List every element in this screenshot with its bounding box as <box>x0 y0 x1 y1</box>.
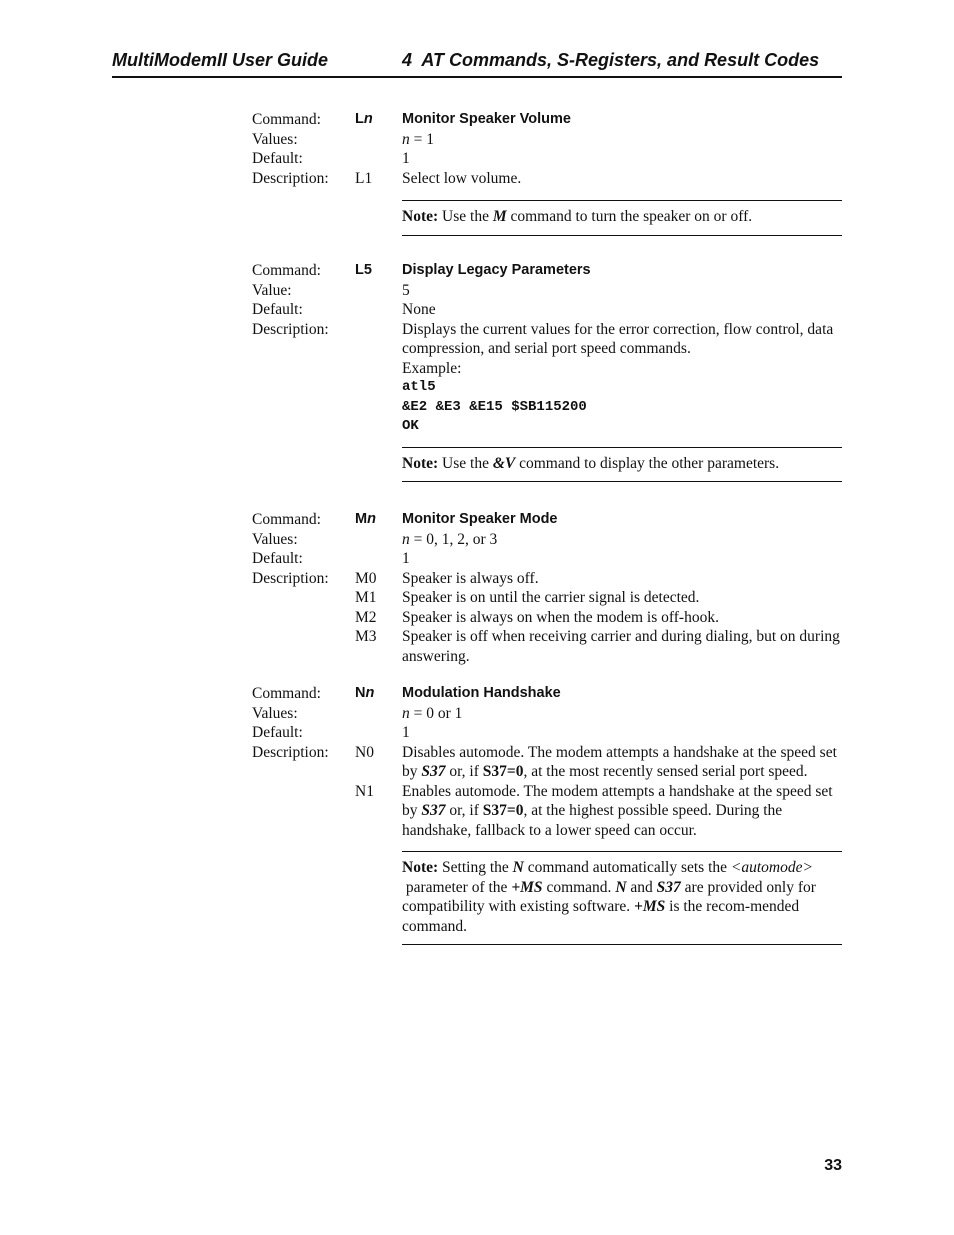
option-code: M0 <box>355 569 377 587</box>
default-value: 1 <box>402 724 410 741</box>
description-label: Description: <box>252 169 329 187</box>
default-label: Default: <box>252 724 303 741</box>
command-label: Command: <box>252 685 321 702</box>
note-box: Note: Use the &V command to display the other parameters. <box>402 447 842 483</box>
values-label: Values: <box>252 704 298 722</box>
command-label: Command: <box>252 262 321 279</box>
description-label: Description: <box>252 743 329 761</box>
option-code: M1 <box>355 589 377 606</box>
command-title: Monitor Speaker Mode <box>402 511 558 527</box>
description-label: Description: <box>252 569 329 587</box>
command-label: Command: <box>252 111 321 128</box>
default-value: 1 <box>402 150 410 167</box>
default-label: Default: <box>252 301 303 318</box>
default-label: Default: <box>252 150 303 167</box>
option-text: Speaker is on until the carrier signal is detected. <box>402 589 700 606</box>
command-l5 <box>252 261 842 482</box>
note-box: Note: Use the M command to turn the speaker on or off. <box>402 200 842 236</box>
option-text: Select low volume. <box>402 169 522 187</box>
option-code: M3 <box>355 628 377 645</box>
command-code: Ln <box>355 111 373 127</box>
option-code: M2 <box>355 608 377 626</box>
option-text: Speaker is always off. <box>402 569 539 587</box>
example-line: atl5 <box>402 379 436 395</box>
default-value: 1 <box>402 550 410 567</box>
command-code: Mn <box>355 511 376 527</box>
option-text: Enables automode. The modem attempts a handshake at the speed set by S37 or, if S37=0, at the highest possible speed. During the handshake, fallback to a lower speed can occur. <box>402 782 833 839</box>
values-label: Values: <box>252 130 298 148</box>
command-code: Nn <box>355 685 375 701</box>
example-line: &E2 &E3 &E15 $SB115200 <box>402 398 587 415</box>
option-text: Speaker is off when receiving carrier and during dialing, but on during answering. <box>402 628 840 665</box>
default-label: Default: <box>252 550 303 567</box>
command-ln <box>252 110 842 236</box>
option-text: Speaker is always on when the modem is off-hook. <box>402 608 719 626</box>
default-value: None <box>402 301 436 318</box>
command-label: Command: <box>252 511 321 528</box>
description-text: Displays the current values for the error correction, flow control, data compression, and serial port speed commands. Example: atl5 &E2 &E3 &E15 $SB115200 OK <box>402 320 842 437</box>
value-label: Value: <box>252 281 292 299</box>
page-number: 33 <box>824 1157 842 1174</box>
command-title: Modulation Handshake <box>402 685 561 701</box>
example-label: Example: <box>402 359 462 377</box>
values-text: n = 1 <box>402 130 434 148</box>
option-code: N0 <box>355 743 374 761</box>
guide-title: MultiModemII User Guide <box>112 50 329 70</box>
option-text: Disables automode. The modem attempts a handshake at the speed set by S37 or, if S37=0, at the most recently sensed serial port speed. <box>402 743 837 780</box>
values-text: n = 0, 1, 2, or 3 <box>402 530 498 548</box>
description-label: Description: <box>252 320 329 338</box>
value-text: 5 <box>402 281 410 299</box>
option-code: N1 <box>355 782 374 800</box>
command-mn <box>252 510 842 666</box>
values-text: n = 0 or 1 <box>402 704 463 722</box>
command-title: Display Legacy Parameters <box>402 262 591 278</box>
values-label: Values: <box>252 530 298 548</box>
command-code: L5 <box>355 262 372 278</box>
page-header <box>112 48 842 78</box>
note-box: Note: Setting the N command automatically sets the <automode> parameter of the +MS command. N and S37 are provided only for compatibility with existing software. +MS is the recom-mended command. <box>402 851 842 945</box>
command-nn <box>252 684 842 945</box>
command-title: Monitor Speaker Volume <box>402 111 571 127</box>
chapter-title: 4 AT Commands, S-Registers, and Result Codes <box>402 50 820 70</box>
option-code: L1 <box>355 169 373 187</box>
example-line: OK <box>402 418 419 434</box>
